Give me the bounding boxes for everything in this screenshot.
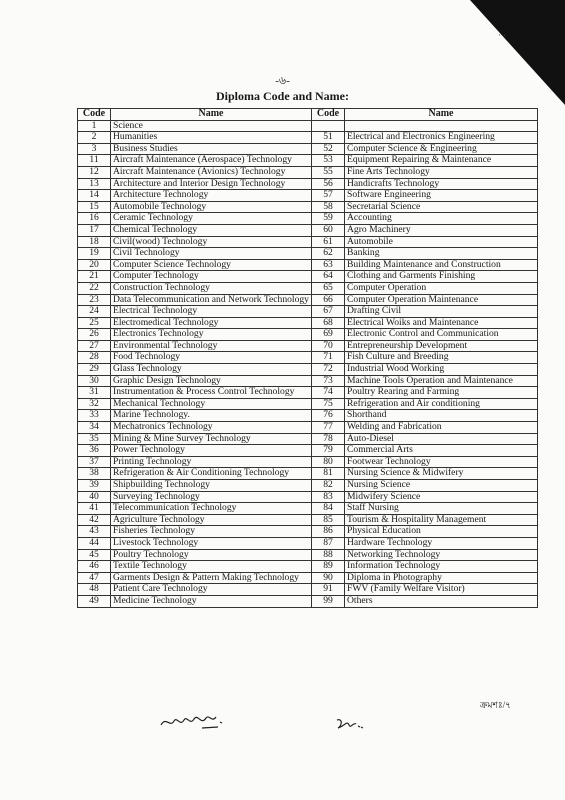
table-row (78, 329, 538, 341)
table-row (78, 445, 538, 457)
table-row (78, 595, 538, 607)
left-name-cell: Electrical Technology (111, 306, 312, 318)
left-name-cell: Textile Technology (111, 561, 312, 573)
right-code-cell: 58 (312, 201, 345, 213)
right-code-cell: 53 (312, 155, 345, 167)
left-name-cell: Livestock Technology (111, 537, 312, 549)
table-row (78, 259, 538, 271)
right-code-cell: 87 (312, 537, 345, 549)
left-code-cell: 37 (78, 456, 111, 468)
table-row (78, 526, 538, 538)
left-code-cell: 47 (78, 572, 111, 584)
left-name-cell: Marine Technology. (111, 410, 312, 422)
left-code-cell: 34 (78, 422, 111, 434)
right-name-cell: Others (345, 595, 538, 607)
right-code-cell: 56 (312, 178, 345, 190)
right-name-cell: Banking (345, 248, 538, 260)
right-code-cell: 52 (312, 143, 345, 155)
left-name-cell: Aircraft Maintenance (Aerospace) Technology (111, 155, 312, 167)
right-name-cell: Automobile (345, 236, 538, 248)
right-name-cell: Computer Operation Maintenance (345, 294, 538, 306)
right-code-cell: 75 (312, 398, 345, 410)
table-row (78, 503, 538, 515)
left-name-cell: Poultry Technology (111, 549, 312, 561)
table-row (78, 572, 538, 584)
table-row (78, 282, 538, 294)
table-row (78, 143, 538, 155)
right-name-cell: Tourism & Hospitality Management (345, 514, 538, 526)
left-name-cell: Electronics Technology (111, 329, 312, 341)
right-code-cell: 90 (312, 572, 345, 584)
right-name-cell: Diploma in Photography (345, 572, 538, 584)
right-name-cell: Building Maintenance and Construction (345, 259, 538, 271)
right-code-cell: 83 (312, 491, 345, 503)
left-code-cell: 30 (78, 375, 111, 387)
right-name-cell: Accounting (345, 213, 538, 225)
right-code-cell: 59 (312, 213, 345, 225)
left-code-cell: 27 (78, 340, 111, 352)
left-code-cell: 45 (78, 549, 111, 561)
right-code-cell: 65 (312, 282, 345, 294)
left-name-cell: Science (111, 120, 312, 132)
right-code-cell: 76 (312, 410, 345, 422)
left-name-cell: Instrumentation & Process Control Technology (111, 387, 312, 399)
right-code-cell: 51 (312, 132, 345, 144)
table-row (78, 178, 538, 190)
right-name-cell: Refrigeration and Air conditioning (345, 398, 538, 410)
table-row (78, 514, 538, 526)
table-row (78, 236, 538, 248)
right-name-cell: Agro Machinery (345, 224, 538, 236)
table-row (78, 456, 538, 468)
table-row (78, 387, 538, 399)
right-code-cell: 82 (312, 480, 345, 492)
header-name-right: Name (345, 109, 538, 121)
left-code-cell: 25 (78, 317, 111, 329)
right-name-cell: Computer Operation (345, 282, 538, 294)
left-code-cell: 16 (78, 213, 111, 225)
right-name-cell: Computer Science & Engineering (345, 143, 538, 155)
right-name-cell: Electronic Control and Communication (345, 329, 538, 341)
table-row (78, 410, 538, 422)
page-number: -৬- (275, 75, 290, 87)
right-name-cell: Machine Tools Operation and Maintenance (345, 375, 538, 387)
right-name-cell: Hardware Technology (345, 537, 538, 549)
left-name-cell: Environmental Technology (111, 340, 312, 352)
left-name-cell: Automobile Technology (111, 201, 312, 213)
right-name-cell: Software Engineering (345, 190, 538, 202)
right-name-cell: Nursing Science (345, 480, 538, 492)
right-name-cell: Staff Nursing (345, 503, 538, 515)
left-code-cell: 35 (78, 433, 111, 445)
right-name-cell: Networking Technology (345, 549, 538, 561)
left-name-cell: Computer Technology (111, 271, 312, 283)
right-code-cell: 73 (312, 375, 345, 387)
header-code-right: Code (312, 109, 345, 121)
right-name-cell: Electrical and Electronics Engineering (345, 132, 538, 144)
left-code-cell: 41 (78, 503, 111, 515)
left-name-cell: Chemical Technology (111, 224, 312, 236)
left-name-cell: Patient Care Technology (111, 584, 312, 596)
left-name-cell: Construction Technology (111, 282, 312, 294)
right-code-cell: 60 (312, 224, 345, 236)
left-name-cell: Fisheries Technology (111, 526, 312, 538)
table-row (78, 433, 538, 445)
table-row (78, 120, 538, 132)
right-code-cell: 78 (312, 433, 345, 445)
right-name-cell: Handicrafts Technology (345, 178, 538, 190)
right-name-cell: Welding and Fabrication (345, 422, 538, 434)
right-name-cell: Auto-Diesel (345, 433, 538, 445)
table-row (78, 248, 538, 260)
right-code-cell: 62 (312, 248, 345, 260)
left-code-cell: 43 (78, 526, 111, 538)
left-code-cell: 2 (78, 132, 111, 144)
table-row (78, 537, 538, 549)
table-row (78, 352, 538, 364)
right-name-cell: Entrepreneurship Development (345, 340, 538, 352)
table-row (78, 271, 538, 283)
right-code-cell: 88 (312, 549, 345, 561)
left-code-cell: 42 (78, 514, 111, 526)
table-row (78, 549, 538, 561)
right-code-cell: 67 (312, 306, 345, 318)
left-code-cell: 31 (78, 387, 111, 399)
header-name-left: Name (111, 109, 312, 121)
left-name-cell: Architecture and Interior Design Technology (111, 178, 312, 190)
table-row (78, 190, 538, 202)
left-code-cell: 22 (78, 282, 111, 294)
left-code-cell: 32 (78, 398, 111, 410)
table-row (78, 294, 538, 306)
diploma-code-table (77, 108, 538, 608)
right-name-cell: Industrial Wood Working (345, 364, 538, 376)
right-code-cell: 63 (312, 259, 345, 271)
left-name-cell: Mining & Mine Survey Technology (111, 433, 312, 445)
right-code-cell: 77 (312, 422, 345, 434)
right-name-cell: Physical Education (345, 526, 538, 538)
left-code-cell: 38 (78, 468, 111, 480)
right-name-cell: Electrical Woiks and Maintenance (345, 317, 538, 329)
left-code-cell: 40 (78, 491, 111, 503)
right-code-cell: 84 (312, 503, 345, 515)
left-name-cell: Civil(wood) Technology (111, 236, 312, 248)
right-code-cell: 64 (312, 271, 345, 283)
table-row (78, 561, 538, 573)
table-row (78, 224, 538, 236)
left-code-cell: 20 (78, 259, 111, 271)
right-name-cell: Drafting Civil (345, 306, 538, 318)
left-name-cell: Printing Technology (111, 456, 312, 468)
right-code-cell: 69 (312, 329, 345, 341)
right-name-cell: Secretarial Science (345, 201, 538, 213)
table-row (78, 480, 538, 492)
right-code-cell: 66 (312, 294, 345, 306)
right-name-cell: FWV (Family Welfare Visitor) (345, 584, 538, 596)
left-name-cell: Civil Technology (111, 248, 312, 260)
table-row (78, 132, 538, 144)
left-name-cell: Ceramic Technology (111, 213, 312, 225)
right-code-cell: 85 (312, 514, 345, 526)
left-name-cell: Electromedical Technology (111, 317, 312, 329)
left-code-cell: 49 (78, 595, 111, 607)
right-name-cell: Midwifery Science (345, 491, 538, 503)
left-name-cell: Humanities (111, 132, 312, 144)
signature-right (333, 714, 369, 736)
table-row (78, 340, 538, 352)
left-code-cell: 3 (78, 143, 111, 155)
left-code-cell: 1 (78, 120, 111, 132)
right-name-cell: Fish Culture and Breeding (345, 352, 538, 364)
left-code-cell: 15 (78, 201, 111, 213)
left-name-cell: Graphic Design Technology (111, 375, 312, 387)
table-row (78, 155, 538, 167)
table-row (78, 306, 538, 318)
right-code-cell: 86 (312, 526, 345, 538)
left-code-cell: 19 (78, 248, 111, 260)
right-code-cell: 61 (312, 236, 345, 248)
left-code-cell: 48 (78, 584, 111, 596)
table-row (78, 375, 538, 387)
left-name-cell: Power Technology (111, 445, 312, 457)
left-name-cell: Architecture Technology (111, 190, 312, 202)
scan-marks: · · (498, 30, 507, 40)
left-name-cell: Mechanical Technology (111, 398, 312, 410)
table-row (78, 491, 538, 503)
left-code-cell: 36 (78, 445, 111, 457)
left-code-cell: 11 (78, 155, 111, 167)
right-code-cell: 99 (312, 595, 345, 607)
table-body (78, 120, 538, 607)
right-code-cell: 70 (312, 340, 345, 352)
left-code-cell: 23 (78, 294, 111, 306)
continued-note: ক্রমশঃ/৭ (480, 700, 511, 710)
right-code-cell: 80 (312, 456, 345, 468)
right-code-cell: 72 (312, 364, 345, 376)
signature-left (158, 708, 230, 734)
right-code-cell: 91 (312, 584, 345, 596)
left-code-cell: 44 (78, 537, 111, 549)
right-name-cell: Footwear Technology (345, 456, 538, 468)
left-name-cell: Computer Science Technology (111, 259, 312, 271)
left-code-cell: 21 (78, 271, 111, 283)
page-title: Diploma Code and Name: (215, 89, 349, 103)
right-name-cell: Shorthand (345, 410, 538, 422)
table-row (78, 201, 538, 213)
left-code-cell: 46 (78, 561, 111, 573)
table-row (78, 166, 538, 178)
left-name-cell: Food Technology (111, 352, 312, 364)
table-row (78, 364, 538, 376)
left-name-cell: Business Studies (111, 143, 312, 155)
right-name-cell: Information Technology (345, 561, 538, 573)
right-name-cell: Equipment Repairing & Maintenance (345, 155, 538, 167)
left-name-cell: Agriculture Technology (111, 514, 312, 526)
right-code-cell (312, 120, 345, 132)
right-name-cell: Nursing Science & Midwifery (345, 468, 538, 480)
left-code-cell: 14 (78, 190, 111, 202)
right-code-cell: 74 (312, 387, 345, 399)
left-code-cell: 28 (78, 352, 111, 364)
left-name-cell: Data Telecommunication and Network Technology (111, 294, 312, 306)
right-name-cell: Poultry Rearing and Farming (345, 387, 538, 399)
left-name-cell: Telecommunication Technology (111, 503, 312, 515)
table-row (78, 213, 538, 225)
left-code-cell: 29 (78, 364, 111, 376)
right-name-cell (345, 120, 538, 132)
table-row (78, 317, 538, 329)
right-name-cell: Fine Arts Technology (345, 166, 538, 178)
right-code-cell: 55 (312, 166, 345, 178)
right-code-cell: 81 (312, 468, 345, 480)
table-row (78, 422, 538, 434)
left-name-cell: Mechatronics Technology (111, 422, 312, 434)
right-code-cell: 57 (312, 190, 345, 202)
right-code-cell: 68 (312, 317, 345, 329)
right-name-cell: Clothing and Garments Finishing (345, 271, 538, 283)
left-name-cell: Surveying Technology (111, 491, 312, 503)
left-code-cell: 18 (78, 236, 111, 248)
left-code-cell: 24 (78, 306, 111, 318)
right-code-cell: 79 (312, 445, 345, 457)
table-row (78, 398, 538, 410)
table-row (78, 468, 538, 480)
right-code-cell: 89 (312, 561, 345, 573)
table-row (78, 584, 538, 596)
left-name-cell: Garments Design & Pattern Making Technology (111, 572, 312, 584)
header-code-left: Code (78, 109, 111, 121)
left-code-cell: 13 (78, 178, 111, 190)
left-name-cell: Glass Technology (111, 364, 312, 376)
left-code-cell: 39 (78, 480, 111, 492)
left-code-cell: 26 (78, 329, 111, 341)
left-name-cell: Medicine Technology (111, 595, 312, 607)
right-code-cell: 71 (312, 352, 345, 364)
left-code-cell: 17 (78, 224, 111, 236)
left-code-cell: 12 (78, 166, 111, 178)
table-header-row (78, 109, 538, 121)
left-name-cell: Refrigeration & Air Conditioning Technology (111, 468, 312, 480)
left-name-cell: Aircraft Maintenance (Avionics) Technology (111, 166, 312, 178)
right-name-cell: Commercial Arts (345, 445, 538, 457)
left-name-cell: Shipbuilding Technology (111, 480, 312, 492)
left-code-cell: 33 (78, 410, 111, 422)
